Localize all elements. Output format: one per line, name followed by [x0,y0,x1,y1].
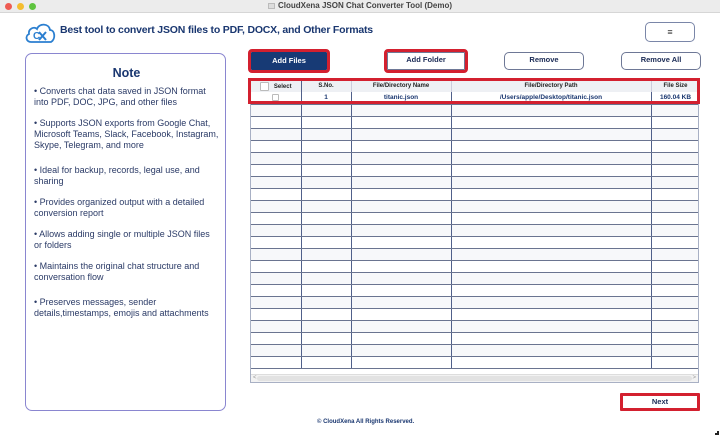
empty-cell [651,224,699,236]
cloudxena-logo-icon [24,20,56,46]
empty-cell [251,272,301,284]
empty-cell [251,116,301,128]
empty-cell [351,140,451,152]
window-resize-handle[interactable] [715,431,719,435]
empty-table-row [251,356,699,368]
empty-cell [451,188,651,200]
empty-cell [251,176,301,188]
scroll-left-icon[interactable]: < [253,375,257,381]
empty-cell [451,176,651,188]
empty-table-row [251,332,699,344]
table-row[interactable] [251,92,699,104]
empty-table-row [251,224,699,236]
empty-cell [351,260,451,272]
empty-cell [451,356,651,368]
empty-cell [451,284,651,296]
empty-cell [301,260,351,272]
empty-cell [651,356,699,368]
empty-cell [651,344,699,356]
empty-cell [351,272,451,284]
empty-cell [351,296,451,308]
column-header-path[interactable]: File/Directory Path [451,80,651,92]
empty-cell [251,140,301,152]
row-sno: 1 [301,92,351,104]
row-file-size: 160.04 KB [651,92,699,104]
empty-cell [451,224,651,236]
empty-cell [351,344,451,356]
empty-cell [251,212,301,224]
empty-cell [351,284,451,296]
empty-cell [451,296,651,308]
empty-cell [251,284,301,296]
empty-table-row [251,260,699,272]
empty-cell [251,344,301,356]
empty-table-row [251,248,699,260]
empty-table-row [251,296,699,308]
column-header-select[interactable] [251,80,301,92]
empty-cell [651,104,699,116]
next-button[interactable]: Next [620,393,700,411]
empty-cell [351,356,451,368]
table-header-row [251,80,699,92]
empty-cell [301,296,351,308]
note-item: • Preserves messages, sender details,timestamps, emojis and attachments [34,297,209,318]
empty-cell [651,128,699,140]
empty-cell [301,344,351,356]
empty-cell [451,344,651,356]
empty-cell [351,152,451,164]
copyright-footer: © CloudXena All Rights Reserved. [317,419,415,425]
add-folder-button[interactable]: Add Folder [387,52,465,70]
empty-cell [451,236,651,248]
column-header-size[interactable]: File Size [651,80,699,92]
empty-cell [301,164,351,176]
empty-table-row [251,308,699,320]
note-item: • Converts chat data saved in JSON format into PDF, DOC, JPG, and other files [34,86,206,107]
empty-cell [351,200,451,212]
empty-cell [651,164,699,176]
empty-cell [651,212,699,224]
file-table [250,79,699,383]
horizontal-scrollbar[interactable] [251,374,698,382]
empty-cell [451,248,651,260]
empty-cell [351,320,451,332]
empty-cell [651,308,699,320]
empty-cell [251,224,301,236]
empty-table-row [251,320,699,332]
empty-cell [301,248,351,260]
empty-table-row [251,236,699,248]
empty-cell [451,332,651,344]
empty-cell [251,188,301,200]
empty-cell [251,152,301,164]
note-item: • Maintains the original chat structure and conversation flow [34,261,200,282]
empty-cell [301,356,351,368]
empty-cell [301,224,351,236]
empty-cell [451,320,651,332]
row-file-name: titanic.json [351,92,451,104]
empty-cell [451,272,651,284]
empty-cell [251,356,301,368]
empty-cell [651,260,699,272]
empty-cell [451,200,651,212]
document-icon [268,3,275,9]
empty-cell [251,320,301,332]
empty-cell [301,188,351,200]
remove-button[interactable]: Remove [504,52,584,70]
empty-cell [351,128,451,140]
window-title [0,1,720,10]
empty-cell [651,284,699,296]
empty-cell [301,152,351,164]
empty-cell [301,272,351,284]
scroll-right-icon[interactable]: > [692,375,696,381]
empty-table-row [251,152,699,164]
note-title: Note [112,66,141,80]
empty-cell [451,116,651,128]
empty-cell [251,236,301,248]
empty-cell [301,308,351,320]
empty-cell [351,104,451,116]
empty-cell [651,140,699,152]
empty-cell [301,212,351,224]
remove-all-button[interactable]: Remove All [621,52,701,70]
empty-cell [301,176,351,188]
empty-cell [251,308,301,320]
empty-cell [251,104,301,116]
scrollbar-thumb[interactable] [257,376,692,381]
empty-cell [251,164,301,176]
empty-cell [351,248,451,260]
empty-cell [301,200,351,212]
empty-cell [451,260,651,272]
empty-cell [651,116,699,128]
empty-cell [351,236,451,248]
empty-cell [651,332,699,344]
empty-cell [651,152,699,164]
empty-table-row [251,176,699,188]
empty-cell [451,308,651,320]
empty-table-row [251,164,699,176]
empty-cell [251,260,301,272]
empty-cell [301,284,351,296]
empty-cell [301,104,351,116]
empty-cell [351,224,451,236]
empty-cell [301,128,351,140]
empty-table-row [251,272,699,284]
empty-cell [351,188,451,200]
empty-table-row [251,140,699,152]
column-header-label: Select [273,83,292,90]
window-titlebar [0,0,720,13]
empty-cell [451,164,651,176]
empty-cell [651,296,699,308]
empty-cell [251,332,301,344]
empty-cell [301,236,351,248]
note-item: • Provides organized output with a detailed conversion report [34,197,205,218]
empty-cell [651,272,699,284]
empty-cell [251,296,301,308]
empty-table-row [251,188,699,200]
empty-table-row [251,344,699,356]
empty-cell [651,248,699,260]
add-files-button[interactable]: Add Files [251,52,327,70]
menu-button[interactable] [645,22,695,42]
empty-cell [651,200,699,212]
empty-cell [251,248,301,260]
empty-table-row [251,284,699,296]
empty-cell [451,212,651,224]
empty-cell [351,116,451,128]
empty-table-row [251,128,699,140]
empty-cell [301,320,351,332]
empty-table-row [251,116,699,128]
note-item: • Supports JSON exports from Google Chat, Microsoft Teams, Slack, Facebook, Instagram, Skype, Telegram, and more [34,118,219,150]
empty-cell [451,104,651,116]
empty-cell [451,152,651,164]
select-all-checkbox[interactable] [260,82,269,91]
svg-text:C: C [33,31,41,42]
window-title-text: CloudXena JSON Chat Converter Tool (Demo) [277,1,453,10]
empty-cell [451,128,651,140]
empty-table-row [251,104,699,116]
app-tagline: Best tool to convert JSON files to PDF, DOCX, and Other Formats [60,24,373,36]
empty-cell [651,176,699,188]
empty-cell [651,236,699,248]
empty-cell [301,332,351,344]
column-header-sno[interactable]: S.No. [301,80,351,92]
row-checkbox[interactable] [272,94,279,101]
empty-cell [351,308,451,320]
hamburger-menu-icon: ≡ [667,27,673,37]
column-header-name[interactable]: File/Directory Name [351,80,451,92]
empty-cell [351,176,451,188]
empty-cell [651,320,699,332]
empty-cell [351,164,451,176]
empty-cell [351,212,451,224]
empty-table-row [251,200,699,212]
note-panel [25,53,226,411]
empty-cell [451,140,651,152]
row-file-path: /Users/apple/Desktop/titanic.json [451,92,651,104]
empty-table-row [251,212,699,224]
row-select-cell[interactable] [251,92,301,104]
note-item: • Ideal for backup, records, legal use, and sharing [34,165,200,186]
empty-cell [301,140,351,152]
note-item: • Allows adding single or multiple JSON files or folders [34,229,210,250]
empty-cell [251,200,301,212]
empty-cell [351,332,451,344]
empty-cell [251,128,301,140]
empty-cell [301,116,351,128]
empty-cell [651,188,699,200]
